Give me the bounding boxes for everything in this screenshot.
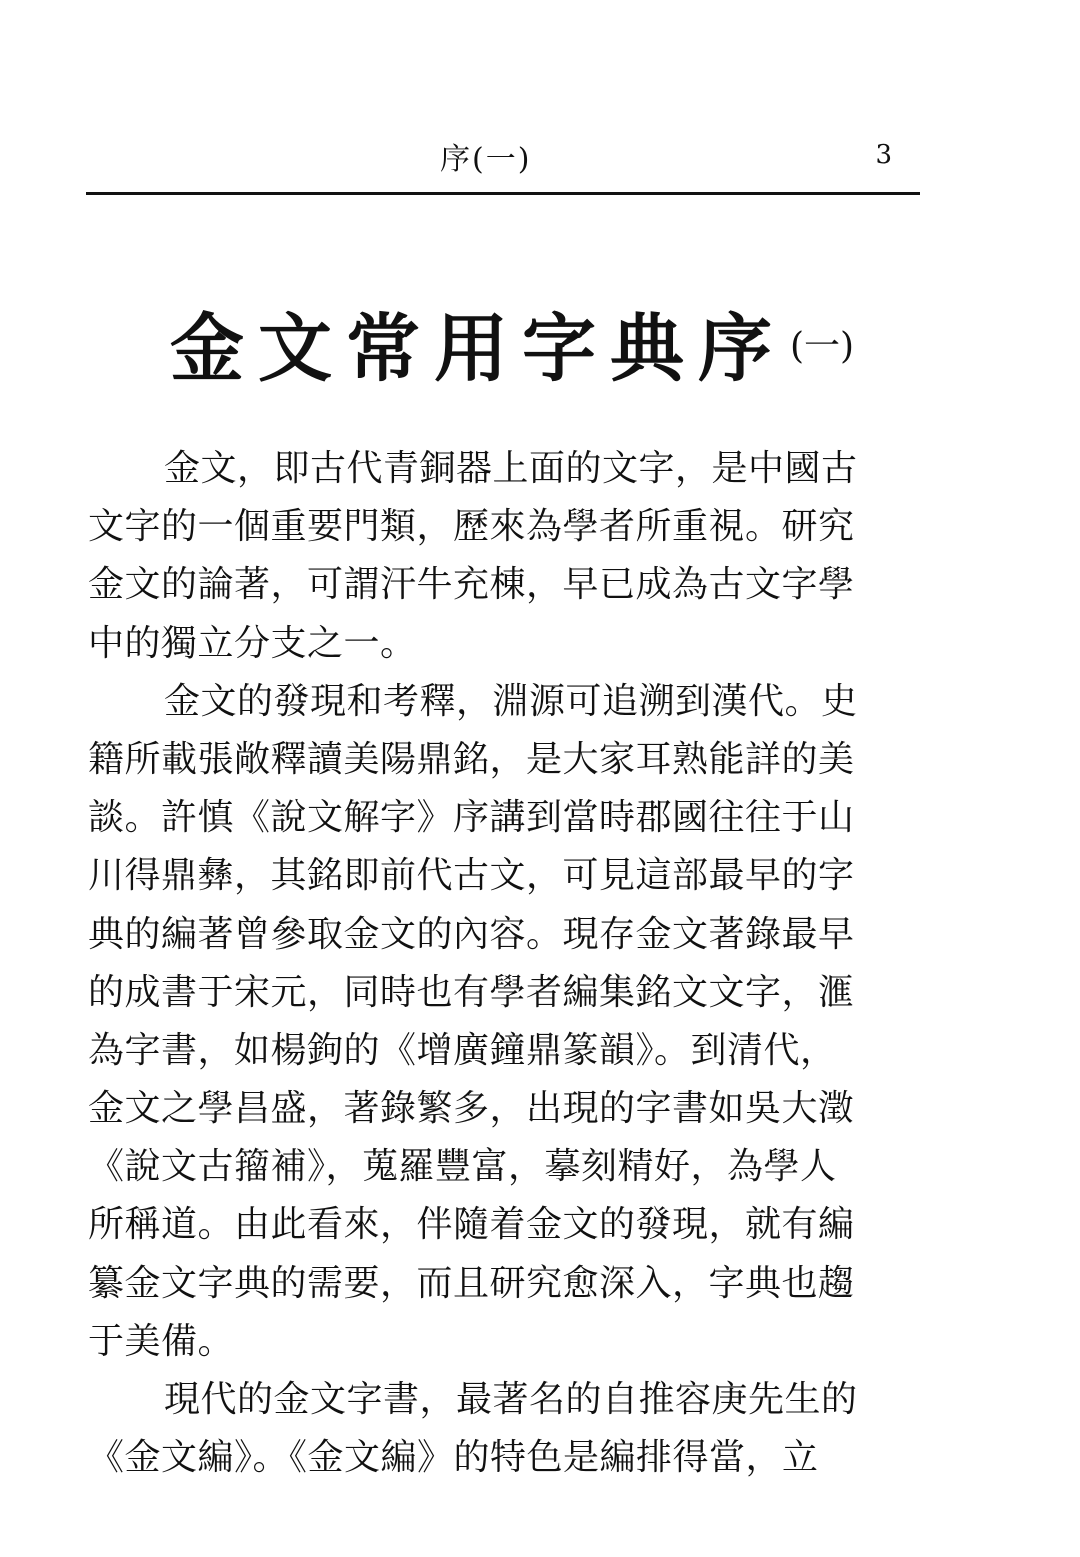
text-line: 所稱道。由此看來，伴隨着金文的發現，就有編 [88,1204,855,1246]
text-line: 金文的論著，可謂汗牛充棟，早已成為古文字學 [88,564,855,606]
text-line: 中的獨立分支之一。 [88,622,417,664]
text-line: 金文之學昌盛，著錄繁多，出現的字書如吳大澂 [88,1088,855,1130]
text-line: 現代的金文字書，最著名的自推容庚先生的 [164,1379,858,1420]
text-line: 《說文古籀補》，蒐羅豐富，摹刻精好，為學人 [88,1146,837,1188]
text-line: 的成書于宋元，同時也有學者編集銘文文字，滙 [88,971,855,1013]
text-line: 于美備。 [88,1320,235,1362]
page-number: 3 [875,140,892,170]
text-line: 籍所載張敞釋讀美陽鼎銘，是大家耳熟能詳的美 [88,738,855,780]
text-line: 談。許慎《說文解字》序講到當時郡國往往于山 [88,797,855,839]
text-line: 川得鼎彝，其銘即前代古文，可見這部最早的字 [88,855,855,897]
text-line: 纂金文字典的需要，而且研究愈深入，字典也趨 [88,1262,855,1304]
body-text [88,440,918,1487]
running-header [88,130,920,180]
text-line: 文字的一個重要門類，歷來為學者所重視。研究 [88,506,855,548]
page-title [170,290,930,390]
text-line: 典的編著曾參取金文的內容。現存金文著錄最早 [88,913,855,955]
title-main: 金文常用字典序 [170,306,786,392]
header-divider [86,192,920,195]
title-suffix: (一) [790,325,855,367]
text-line: 金文，即古代青銅器上面的文字，是中國古 [164,448,858,489]
text-line: 為字書，如楊鉤的《增廣鐘鼎篆韻》。到清代， [88,1029,837,1071]
running-title: 序(一) [440,142,532,177]
text-line: 《金文編》。《金文編》的特色是編排得當，立 [88,1437,819,1479]
text-line: 金文的發現和考釋，淵源可追溯到漢代。史 [164,680,858,722]
